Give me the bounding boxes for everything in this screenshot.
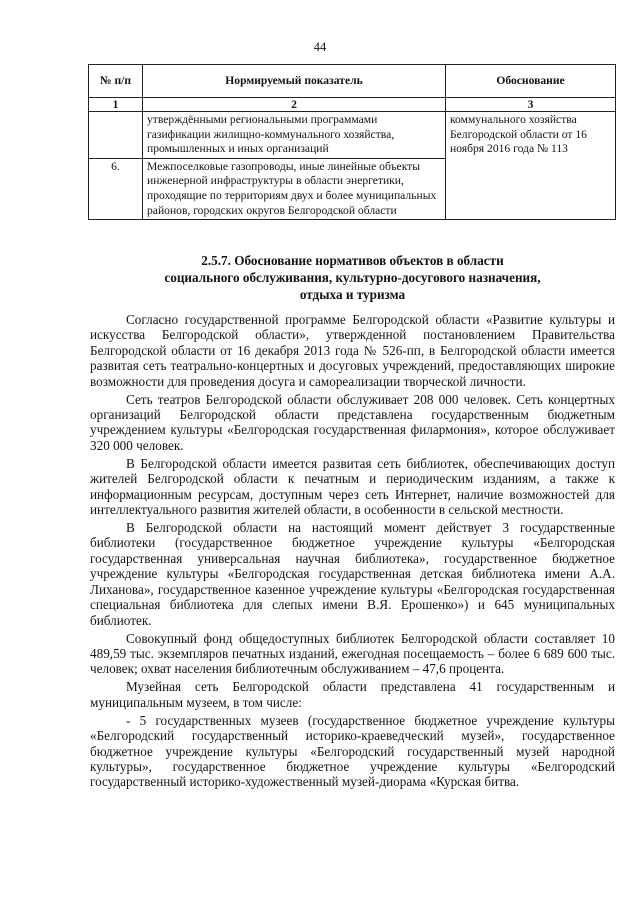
- paragraph: Музейная сеть Белгородской области представлена 41 государственным и муниципальным музеем, в том числе:: [90, 679, 615, 710]
- norms-table: [88, 64, 616, 220]
- row-number: [89, 112, 143, 159]
- section-title: [90, 252, 615, 303]
- table-row: [89, 112, 616, 159]
- paragraph: Совокупный фонд общедоступных библиотек Белгородской области составляет 10 489,59 тыс. экземпляров печатных изданий, ежегодная посещаемость – более 6 689 600 тыс. человек; охват населения библиотечным обслуживанием – 47,6 процента.: [90, 630, 615, 677]
- section-title-line: 2.5.7. Обоснование нормативов объектов в области: [201, 253, 504, 268]
- paragraph: Сеть театров Белгородской области обслуживает 208 000 человек. Сеть концертных организаций Белгородской области представлена государственным бюджетным учреждением культуры «Белгородская государственная филармония», которое обслуживает 320 000 человек.: [90, 391, 615, 453]
- column-number: 3: [446, 98, 616, 112]
- column-number: 2: [143, 98, 446, 112]
- header-number: № п/п: [89, 65, 143, 98]
- paragraph: В Белгородской области на настоящий момент действует 3 государственные библиотеки (государственное бюджетное учреждение культуры «Белгородская государственная универсальная научная библиотека», государственное бюджетное учреждение культуры «Белгородская государственная детская библиотека имени А.А. Лиханова», государственное казенное учреждение культуры «Белгородская государственная специальная библиотека для слепых имени В.Я. Ерошенко») и 645 муниципальных библиотек.: [90, 520, 615, 628]
- section-title-line: социального обслуживания, культурно-досугового назначения,: [164, 270, 541, 285]
- column-numbers-row: [89, 98, 616, 112]
- header-indicator: Нормируемый показатель: [143, 65, 446, 98]
- paragraph: - 5 государственных музеев (государственное бюджетное учреждение культуры «Белгородский государственный историко-краеведческий музей», государственное бюджетное учреждение культуры «Белгородский государственный музей народной культуры», государственное бюджетное учреждение культуры «Белгородский государственный историко-художественный музей-диорама «Курская битва.: [90, 712, 615, 790]
- paragraph: В Белгородской области имеется развитая сеть библиотек, обеспечивающих доступ жителей Белгородской области к печатным и периодическим изданиям, а также к информационным ресурсам, доступным через сеть Интернет, наличие возможностей для интеллектуального развития жителей области, в особенности в сельской местности.: [90, 455, 615, 518]
- row-number: 6.: [89, 158, 143, 219]
- header-justification: Обоснование: [446, 65, 616, 98]
- row-indicator: Межпоселковые газопроводы, иные линейные объекты инженерной инфраструктуры в области энергетики, проходящие по территориям двух и более муниципальных районов, городских округов Белгородской области: [143, 158, 446, 219]
- row-indicator: утверждёнными региональными программами газификации жилищно-коммунального хозяйства, промышленных и иных организаций: [143, 112, 446, 159]
- table-header-row: [89, 65, 616, 98]
- body-text: [90, 312, 615, 792]
- row-justification: коммунального хозяйства Белгородской области от 16 ноября 2016 года № 113: [446, 112, 616, 220]
- section-title-line: отдыха и туризма: [299, 287, 406, 302]
- page-number: 44: [313, 40, 327, 54]
- column-number: 1: [89, 98, 143, 112]
- paragraph: Согласно государственной программе Белгородской области «Развитие культуры и искусства Белгородской области», утвержденной постановлением Правительства Белгородской области от 16 декабря 2013 года № 526-пп, в Белгородской области имеется развитая сеть театрально-концертных и досуговых учреждений, предоставляющих широкие возможности для проведения досуга и самореализации творческой личности.: [90, 312, 615, 389]
